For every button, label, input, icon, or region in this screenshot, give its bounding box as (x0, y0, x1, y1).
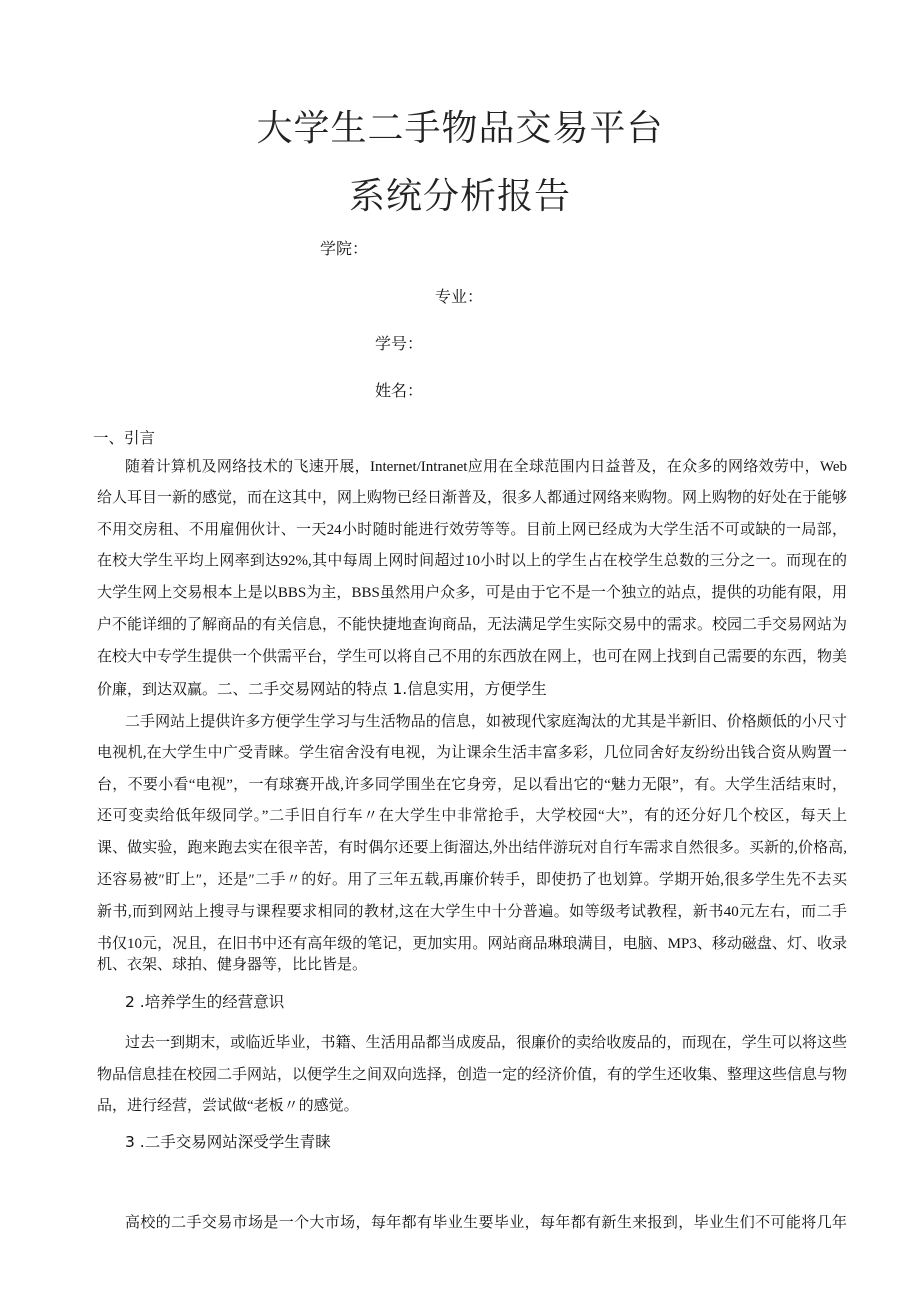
paragraph-line: 在校大学生平均上网率到达92%,其中每周上网时间超过10小时以上的学生占在校学生总数的三分之一。而现在的 (97, 553, 847, 569)
paragraph-line: 在校大中专学生提供一个供需平台，学生可以将自己不用的东西放在网上，也可在网上找到自己需要的东西，物美 (97, 649, 848, 665)
title-line-1: 大学生二手物品交易平台 (256, 108, 664, 149)
paragraph-line (97, 679, 847, 700)
section-heading-business: 2 .培养学生的经营意识 (125, 993, 285, 1011)
paragraph-line: 台，不要小看“电视”，一有球赛开战,许多同学围坐在它身旁，足以看出它的“魅力无限”，有。大学生活结束时， (97, 777, 847, 793)
paragraph-line: 高校的二手交易市场是一个大市场，每年都有毕业生要毕业，每年都有新生来报到，毕业生们不可能将几年 (125, 1215, 847, 1231)
paragraph-line: 过去一到期末，或临近毕业，书籍、生活用品都当成废品，很廉价的卖给收废品的，而现在，学生可以将这些 (125, 1035, 847, 1051)
paragraph-line: 大学生网上交易根本上是以BBS为主，BBS虽然用户众多，可是由于它不是一个独立的站点，提供的功能有限，用 (97, 585, 847, 601)
title-line-2: 系统分析报告 (348, 176, 571, 217)
paragraph-line: 户不能详细的了解商品的有关信息，不能快捷地查询商品，无法满足学生实际交易中的需求。校园二手交易网站为 (97, 617, 848, 633)
section-heading-intro: 一、引言 (93, 429, 156, 447)
paragraph-line: 电视机,在大学生中广受青睐。学生宿舍没有电视，为让课余生活丰富多彩，几位同舍好友纷纷出钱合资从购置一 (97, 745, 847, 761)
paragraph-line: 品，进行经营，尝试做“老板〃的感觉。 (97, 1098, 359, 1114)
student-id-field: 学号： (375, 334, 424, 353)
paragraph-line: 二手网站上提供许多方便学生学习与生活物品的信息，如被现代家庭淘汰的尤其是半新旧、价格颇低的小尺寸 (125, 714, 847, 730)
paragraph-line: 物品信息挂在校园二手网站，以便学生之间双向选择，创造一定的经济价值，有的学生还收集、整理这些信息与物 (97, 1067, 848, 1083)
paragraph-line: 给人耳目一新的感觉，而在这其中，网上购物已经日渐普及，很多人都通过网络来购物。网上购物的好处在于能够 (97, 490, 848, 506)
paragraph-line: 课、做实验，跑来跑去实在很辛苦，有时偶尔还要上街溜达,外出结伴游玩对自行车需求自然很多。买新的,价格高, (97, 840, 847, 856)
name-field: 姓名： (375, 381, 424, 400)
paragraph-line: 机、衣架、球拍、健身器等，比比皆是。 (97, 957, 368, 973)
paragraph-line: 随着计算机及网络技术的飞速开展，Internet/Intranet应用在全球范围内日益普及，在众多的网络效劳中，Web (125, 459, 847, 475)
college-field: 学院： (320, 239, 369, 258)
paragraph-line: 还可变卖给低年级同学。”二手旧自行车〃在大学生中非常抢手，大学校园“大”，有的还分好几个校区，每天上 (97, 808, 847, 824)
major-field: 专业： (435, 287, 484, 306)
section-heading-popularity: 3 .二手交易网站深受学生青睐 (125, 1133, 331, 1151)
paragraph-line: 不用交房租、不用雇佣伙计、一天24小时随时能进行效劳等等。目前上网已经成为大学生活不可或缺的一局部， (97, 522, 847, 538)
paragraph-line: 还容易被″盯上″，还是″二手〃的好。用了三年五载,再廉价转手，即使扔了也划算。学期开始,很多学生先不去买 (97, 872, 847, 888)
paragraph-line: 书仅10元，况且，在旧书中还有高年级的笔记，更加实用。网站商品琳琅满目，电脑、MP3、移动磁盘、灯、收录 (97, 936, 847, 952)
section-heading-features: 二、二手交易网站的特点 1.信息实用，方便学生 (217, 680, 547, 698)
paragraph-text: 价廉，到达双赢。 (97, 682, 218, 698)
paragraph-line: 新书,而到网站上搜寻与课程要求相同的教材,这在大学生中十分普遍。如等级考试教程，新书40元左右，而二手 (97, 904, 847, 920)
